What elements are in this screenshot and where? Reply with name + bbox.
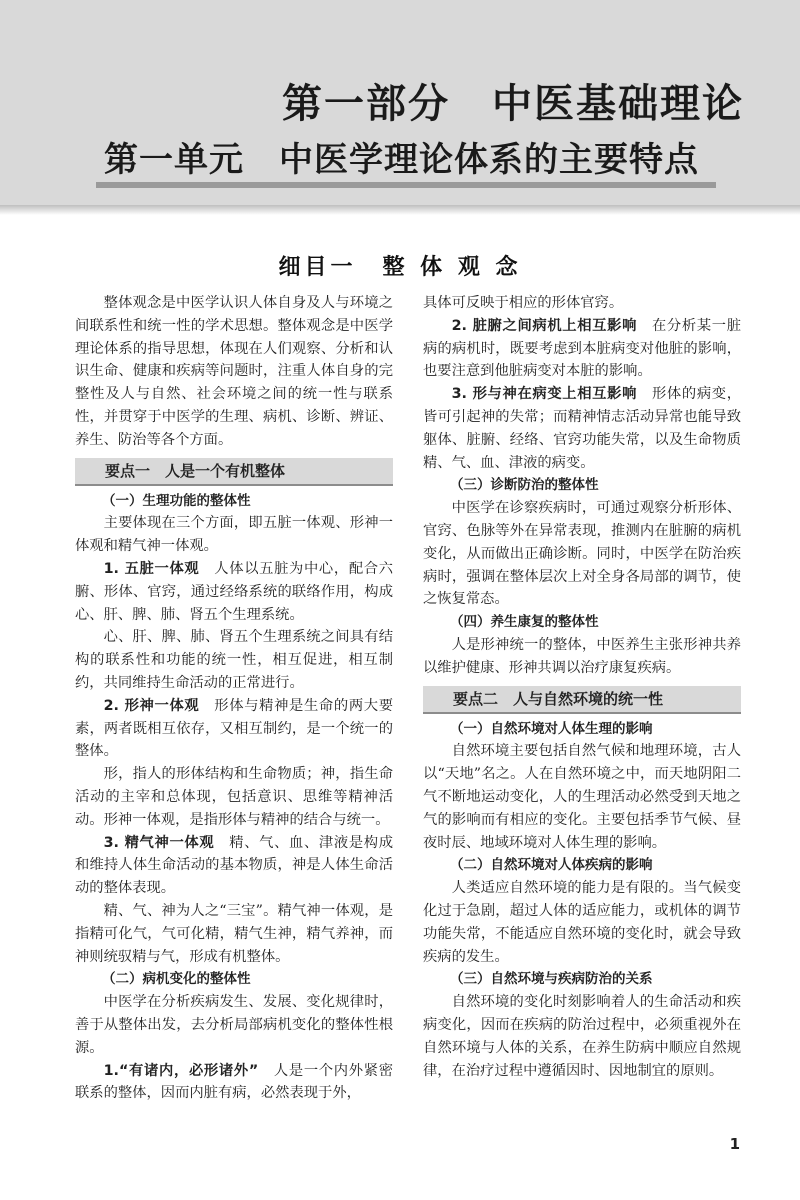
part-title: 第一部分 中医基础理论	[282, 81, 744, 127]
left-column	[75, 292, 393, 1105]
paragraph: 主要体现在三个方面，即五脏一体观、形神一体观和精气神一体观。	[75, 515, 393, 555]
paragraph-lead: 2. 形神一体观	[103, 697, 200, 714]
paragraph: 心、肝、脾、肺、肾五个生理系统之间具有结构的联系性和功能的统一性，相互促进，相互制约，共同维持生命活动的正常进行。	[75, 629, 393, 691]
paragraph-lead: 3. 形与神在病变上相互影响	[451, 386, 638, 403]
paragraph-continued: 具体可反映于相应的形体官窍。	[423, 295, 624, 311]
paragraph: 自然环境的变化时刻影响着人的生命活动和疾病变化，因而在疾病的防治过程中，必须重视外在自然环境与人体的关系，在养生防病中顺应自然规律，在治疗过程中遵循因时、因地制宜的原则。	[423, 994, 741, 1079]
subheading: （三）自然环境与疾病防治的关系	[450, 971, 653, 988]
paragraph-lead: 1.“有诸内，必形诸外”	[103, 1062, 259, 1079]
unit-title-underline	[96, 182, 716, 188]
paragraph-text: 人是一个内外紧密联系的整体，因而内脏有病，必然表现于外，	[75, 1062, 394, 1102]
section-title: 细目一 整 体 观 念	[278, 255, 522, 280]
subheading: （四）养生康复的整体性	[450, 614, 599, 631]
paragraph: 精、气、神为人之“三宝”。精气神一体观，是指精可化气，气可化精，精气生神，精气养神，而神则统驭精与气，形成有机整体。	[75, 902, 393, 965]
paragraph: 中医学在诊察疾病时，可通过观察分析形体、官窍、色脉等外在异常表现，推测内在脏腑的病机变化，从而做出正确诊断。同时，中医学在防治疾病时，强调在整体层次上对全身各局部的调节，使之恢复常态。	[423, 500, 741, 608]
subheading: （二）自然环境对人体疾病的影响	[450, 857, 653, 874]
point-heading-1: 要点一 人是一个有机整体	[75, 458, 393, 486]
paragraph	[75, 832, 393, 900]
paragraph: 中医学在分析疾病发生、发展、变化规律时，善于从整体出发，去分析局部病机变化的整体性根源。	[75, 994, 393, 1056]
page-number: 1	[729, 1135, 740, 1153]
unit-title: 第一单元 中医学理论体系的主要特点	[104, 140, 699, 180]
subheading: （二）病机变化的整体性	[102, 971, 251, 988]
paragraph-text: 在分析某一脏病的病机时，既要考虑到本脏病变对他脏的影响，也要注意到他脏病变对本脏的影响。	[423, 317, 742, 380]
paragraph: 人是形神统一的整体，中医养生主张形神共养以维护健康、形神共调以治疗康复疾病。	[423, 636, 741, 676]
header-shadow	[0, 205, 800, 215]
subheading: （三）诊断防治的整体性	[450, 477, 599, 494]
paragraph-text: 精、气、血、津液是构成和维持人体生命活动的基本物质，神是人体生命活动的整体表现。	[75, 834, 394, 897]
paragraph: 形，指人的形体结构和生命物质；神，指生命活动的主宰和总体现，包括意识、思维等精神活动。形神一体观，是指形体与精神的结合与统一。	[75, 766, 393, 828]
paragraph-text: 形体的病变，皆可引起神的失常；而精神情志活动异常也能导致躯体、脏腑、经络、官窍功能失常，以及生命物质精、气、血、津液的病变。	[423, 386, 742, 471]
paragraph	[423, 383, 741, 474]
paragraph	[75, 695, 393, 763]
paragraph	[75, 558, 393, 626]
paragraph	[75, 1060, 393, 1106]
point-heading-2: 要点二 人与自然环境的统一性	[423, 686, 741, 714]
paragraph	[423, 315, 741, 383]
subheading: （一）自然环境对人体生理的影响	[450, 720, 653, 737]
paragraph-text: 形体与精神是生命的两大要素，两者既相互依存，又相互制约，是一个统一的整体。	[75, 697, 394, 760]
paragraph-text: 人体以五脏为中心，配合六腑、形体、官窍，通过经络系统的联络作用，构成心、肝、脾、肺、肾五个生理系统。	[75, 560, 394, 623]
paragraph-lead: 3. 精气神一体观	[103, 834, 215, 851]
paragraph-lead: 2. 脏腑之间病机上相互影响	[451, 317, 638, 334]
paragraph: 整体观念是中医学认识人体自身及人与环境之间联系性和统一性的学术思想。整体观念是中医学理论体系的指导思想，体现在人们观察、分析和认识生命、健康和疾病等问题时，注重人体自身的完整性及人与自然、社会环境之间的统一性与联系性，并贯穿于中医学的生理、病机、诊断、辨证、养生、防治等各个方面。	[75, 295, 393, 448]
paragraph: 人类适应自然环境的能力是有限的。当气候变化过于急剧，超过人体的适应能力，或机体的调节功能失常，不能适应自然环境的变化时，就会导致疾病的发生。	[423, 880, 741, 965]
subheading: （一）生理功能的整体性	[102, 492, 251, 509]
paragraph: 自然环境主要包括自然气候和地理环境，古人以“天地”名之。人在自然环境之中，而天地阴阳二气不断地运动变化，人的生理活动必然受到天地之气的影响而有相应的变化。主要包括季节气候、昼夜时辰、地域环境对人体生理的影响。	[423, 743, 741, 851]
paragraph-lead: 1. 五脏一体观	[103, 560, 200, 577]
right-column	[423, 292, 741, 1082]
